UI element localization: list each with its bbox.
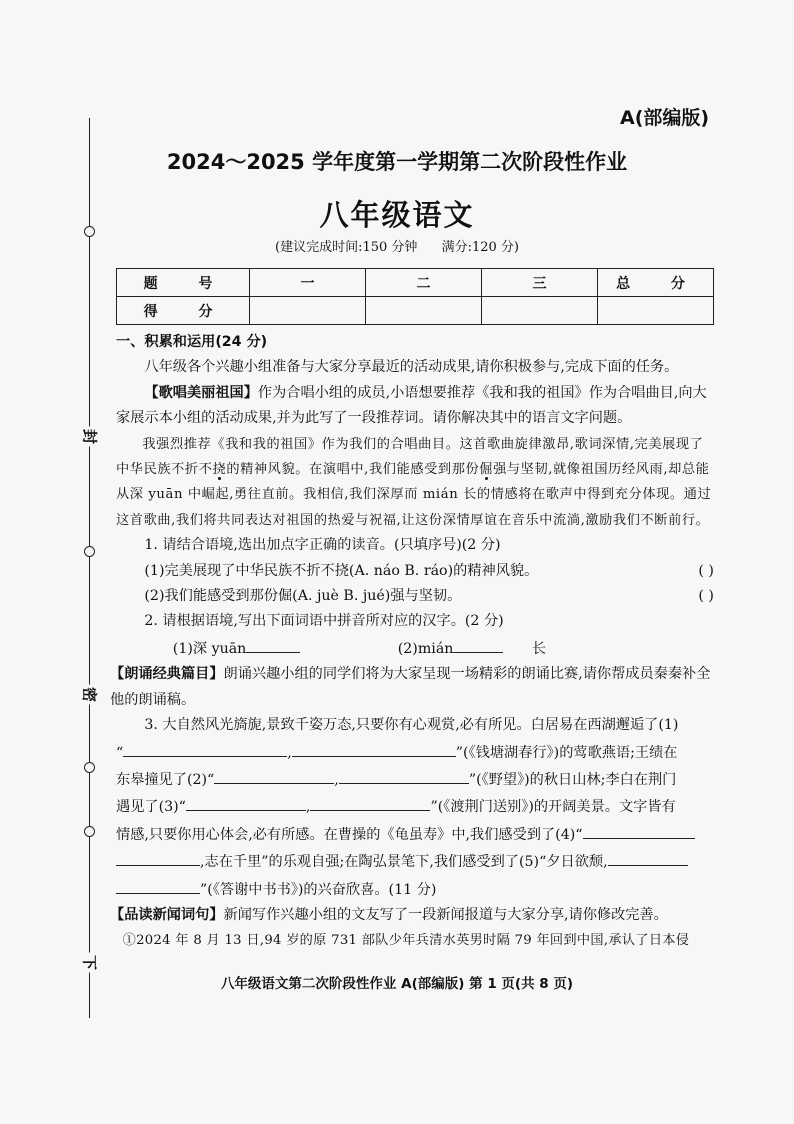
passage-text: 的精神风貌。在演唱中,我们能感受到那份 <box>226 462 480 478</box>
question-text: (1)深 yuān <box>172 640 247 657</box>
question-2: 2. 请根据语境,写出下面词语中拼音所对应的汉字。(2 分) <box>144 613 504 630</box>
answer-blank[interactable] <box>292 739 456 757</box>
news-paragraph: ①2024 年 8 月 13 日,94 岁的原 731 部队少年兵清水英男时隔 79 年回到中国,承认了日本侵 <box>122 933 690 949</box>
passage-text: 强与坚韧,就像祖国历经风雨,却总能从深 yuān 中崛起,勇往直前。我相信,我们深厚而 mián 长的情感将在歌声中得到充分体现。通过这首歌曲,我们将共同表达对祖国的热爱与祝福,让这份深情厚谊在音乐中流淌,激励我们不断前行。 <box>116 462 712 528</box>
table-cell: 一 <box>250 269 366 297</box>
answer-blank[interactable] <box>123 739 287 757</box>
answer-paren[interactable]: ( ) <box>698 562 714 579</box>
question-text: ”(《渡荆门送别》)的开阔美景。文字皆有 <box>430 799 676 816</box>
task2-tag: 【朗诵经典篇目】 <box>110 666 224 683</box>
task2-paragraph <box>110 662 714 713</box>
question-1-2 <box>116 584 714 609</box>
question-3-line <box>116 848 714 875</box>
task1-paragraph <box>116 381 714 432</box>
question-text: 长 <box>531 640 547 657</box>
question-text: “ <box>116 744 124 761</box>
question-text: , <box>287 744 292 761</box>
answer-blank[interactable] <box>583 821 695 839</box>
section-content <box>110 330 714 954</box>
answer-blank[interactable] <box>116 848 200 866</box>
question-1-1 <box>116 559 714 584</box>
table-cell: 二 <box>366 269 482 297</box>
score-input-cell[interactable] <box>598 297 714 325</box>
binding-char-feng: 封 <box>80 427 101 447</box>
score-info: 满分:120 分) <box>441 240 519 255</box>
answer-blank[interactable] <box>214 766 334 784</box>
binding-char-xia: 下 <box>80 953 101 973</box>
task2-text: 朗诵兴趣小组的同学们将为大家呈现一场精彩的朗诵比赛,请你帮成员秦秦补全他的朗诵稿。 <box>110 666 711 708</box>
question-1: 1. 请结合语境,选出加点字正确的读音。(只填序号)(2 分) <box>144 537 501 554</box>
question-2-items <box>116 635 714 662</box>
task3-paragraph <box>110 903 714 928</box>
passage-text: 我强烈推荐《我和我的祖国》作为我们的合唱曲目。这首歌曲旋律激昂,歌词深情,完美展现了中华民族不折不 <box>116 436 704 478</box>
score-table <box>116 268 714 325</box>
section-intro: 八年级各个兴趣小组准备与大家分享最近的活动成果,请你积极参与,完成下面的任务。 <box>144 359 679 376</box>
question-text: 东皋撞见了(2)“ <box>116 771 215 788</box>
table-cell: 题 号 <box>117 269 250 297</box>
answer-blank[interactable] <box>116 876 200 894</box>
question-3-line <box>116 793 714 820</box>
recommendation-passage <box>116 432 714 534</box>
edition-label: A(部编版) <box>620 107 710 129</box>
dotted-char: 倔 <box>479 462 494 478</box>
binding-circle <box>84 826 95 837</box>
question-3-line <box>116 739 714 766</box>
answer-blank[interactable] <box>453 635 503 653</box>
score-input-cell[interactable] <box>366 297 482 325</box>
section-heading: 一、积累和运用(24 分) <box>116 334 268 350</box>
answer-blank[interactable] <box>246 635 300 653</box>
score-input-cell[interactable] <box>250 297 366 325</box>
binding-circle <box>84 762 95 773</box>
question-3: 3. 大自然风光旖旎,景致千姿万态,只要你有心观赏,必有所见。白居易在西湖邂逅了(1) <box>144 717 679 734</box>
score-input-cell[interactable] <box>482 297 598 325</box>
question-text: ,志在千里”的乐观自强;在陶弘景笔下,我们感受到了(5)“夕日欲颓, <box>200 854 608 871</box>
question-3-line <box>116 766 714 793</box>
question-text: (2)mián <box>397 640 454 657</box>
dotted-char: 挠 <box>212 462 227 478</box>
answer-blank[interactable] <box>608 848 688 866</box>
answer-blank[interactable] <box>310 793 430 811</box>
question-text: (1)完美展现了中华民族不折不挠(A. náo B. ráo)的精神风貌。 <box>144 562 539 579</box>
answer-blank[interactable] <box>186 793 306 811</box>
question-text: (2)我们能感受到那份倔(A. juè B. jué)强与坚韧。 <box>144 588 462 605</box>
time-info: (建议完成时间:150 分钟 <box>275 240 418 255</box>
table-row <box>117 297 714 325</box>
answer-paren[interactable]: ( ) <box>698 588 714 605</box>
table-row <box>117 269 714 297</box>
exam-title: 2024～2025 学年度第一学期第二次阶段性作业 <box>166 150 628 174</box>
answer-blank[interactable] <box>339 766 469 784</box>
question-text: 遇见了(3)“ <box>116 799 186 816</box>
binding-circle <box>84 546 95 557</box>
task3-text: 新闻写作兴趣小组的文友写了一段新闻报道与大家分享,请你修改完善。 <box>223 906 668 923</box>
binding-char-mi: 密 <box>80 685 101 705</box>
question-text: ”(《钱塘湖春行》)的莺歌燕语;王绩在 <box>455 744 678 761</box>
task1-tag: 【歌唱美丽祖国】 <box>144 384 258 401</box>
question-text: ”(《答谢中书书》)的兴奋欣喜。(11 分) <box>200 881 437 898</box>
table-cell: 总 分 <box>598 269 714 297</box>
question-text: 情感,只要你用心体会,必有所感。在曹操的《龟虽寿》中,我们感受到了(4)“ <box>116 826 583 843</box>
question-text: , <box>334 771 339 788</box>
question-3-line <box>116 821 714 848</box>
question-text: , <box>305 799 311 816</box>
question-text: ”(《野望》)的秋日山林;李白在荆门 <box>468 771 677 788</box>
task1-text: 作为合唱小组的成员,小语想要推荐《我和我的祖国》作为合唱曲目,向大家展示本小组的活动成果,并为此写了一段推荐词。请你解决其中的语言文字问题。 <box>116 384 707 427</box>
table-cell: 得 分 <box>117 297 250 325</box>
table-cell: 三 <box>482 269 598 297</box>
subject-title: 八年级语文 <box>319 198 475 232</box>
task3-tag: 【品读新闻词句】 <box>110 906 224 923</box>
question-3-line <box>116 876 714 903</box>
exam-info <box>0 236 794 255</box>
page-footer: 八年级语文第二次阶段性作业 A(部编版) 第 1 页(共 8 页) <box>220 976 574 992</box>
